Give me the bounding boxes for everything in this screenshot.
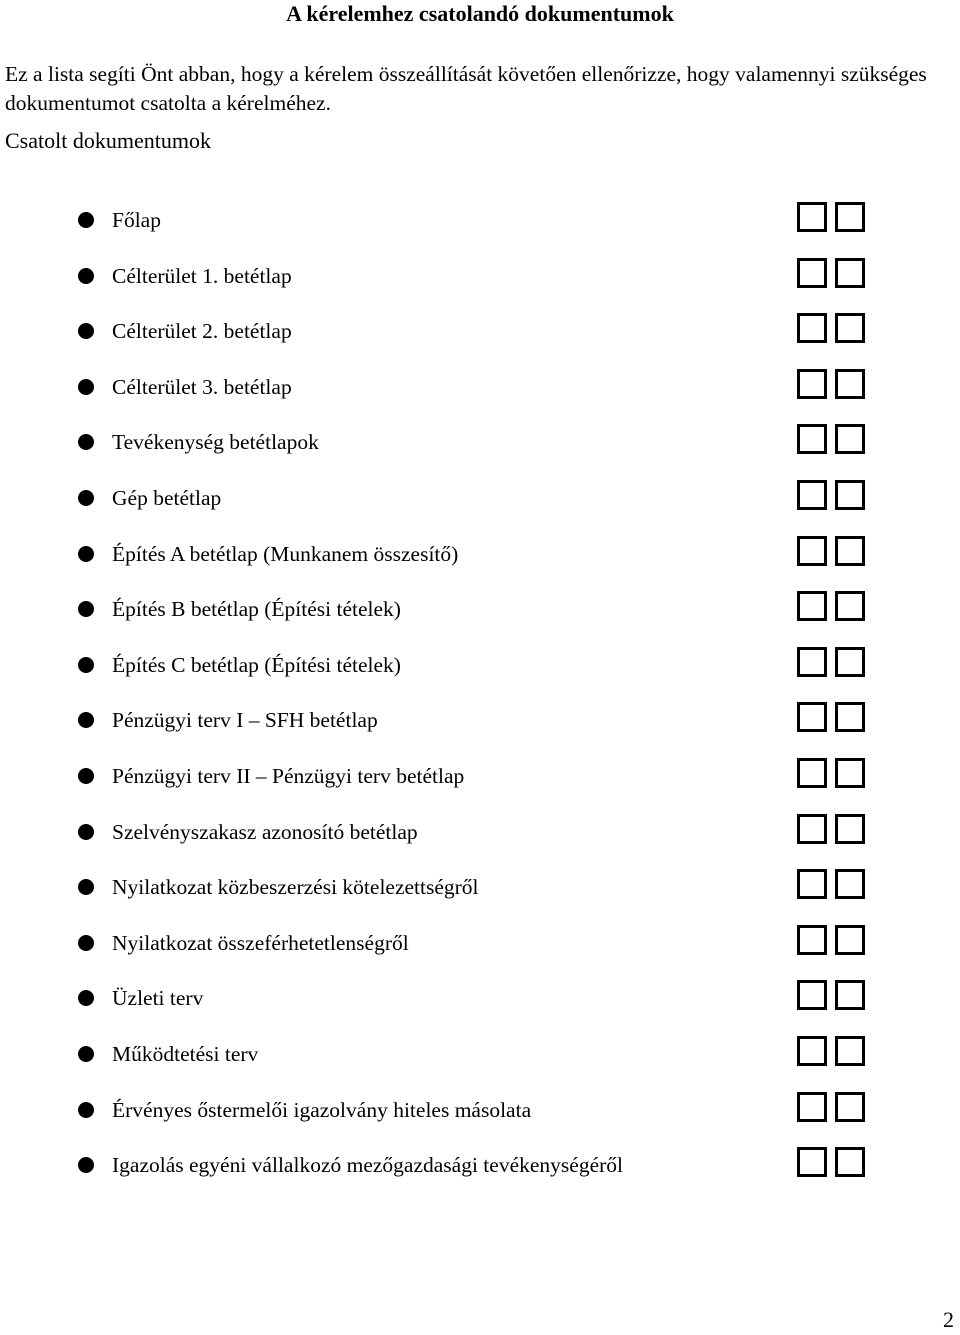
checklist-item bbox=[0, 750, 960, 806]
checklist-item bbox=[0, 1028, 960, 1084]
document-label: Építés A betétlap (Munkanem összesítő) bbox=[112, 541, 459, 566]
checkbox-pair bbox=[797, 925, 865, 953]
intro-paragraph: Ez a lista segíti Önt abban, hogy a kérelem összeállítását követően ellenőrizze, hogy valamennyi szükséges dokumentumot csatolta a kérelméhez. bbox=[5, 62, 927, 115]
document-label: Tevékenység betétlapok bbox=[112, 430, 319, 455]
checkbox-second[interactable] bbox=[835, 1092, 865, 1122]
checkbox-first[interactable] bbox=[797, 536, 827, 566]
checkbox-pair bbox=[797, 702, 865, 730]
document-label: Célterület 2. betétlap bbox=[112, 319, 292, 344]
bullet-icon bbox=[78, 212, 94, 228]
checkbox-pair bbox=[797, 647, 865, 675]
document-label: Célterület 3. betétlap bbox=[112, 374, 292, 399]
page-number: 2 bbox=[943, 1307, 954, 1332]
checkbox-second[interactable] bbox=[835, 980, 865, 1010]
bullet-icon bbox=[78, 768, 94, 784]
checkbox-pair bbox=[797, 480, 865, 508]
checkbox-second[interactable] bbox=[835, 647, 865, 677]
bullet-icon bbox=[78, 379, 94, 395]
bullet-icon bbox=[78, 879, 94, 895]
checkbox-second[interactable] bbox=[835, 869, 865, 899]
checkbox-second[interactable] bbox=[835, 758, 865, 788]
checkbox-second[interactable] bbox=[835, 424, 865, 454]
document-label: Nyilatkozat közbeszerzési kötelezettségről bbox=[112, 875, 479, 900]
bullet-icon bbox=[78, 1102, 94, 1118]
checklist-item bbox=[0, 1139, 960, 1195]
checkbox-first[interactable] bbox=[797, 258, 827, 288]
checklist-item bbox=[0, 1084, 960, 1140]
document-checklist bbox=[0, 194, 960, 1195]
checkbox-second[interactable] bbox=[835, 702, 865, 732]
checkbox-second[interactable] bbox=[835, 925, 865, 955]
document-label: Főlap bbox=[112, 208, 161, 232]
checklist-item bbox=[0, 917, 960, 973]
bullet-icon bbox=[78, 935, 94, 951]
document-label: Pénzügyi terv I – SFH betétlap bbox=[112, 708, 378, 733]
checkbox-first[interactable] bbox=[797, 202, 827, 232]
checklist-item bbox=[0, 416, 960, 472]
checkbox-first[interactable] bbox=[797, 1092, 827, 1122]
document-label: Igazolás egyéni vállalkozó mezőgazdasági tevékenységéről bbox=[112, 1153, 623, 1178]
document-label: Üzleti terv bbox=[112, 986, 204, 1011]
checkbox-pair bbox=[797, 313, 865, 341]
checkbox-pair bbox=[797, 591, 865, 619]
bullet-icon bbox=[78, 1046, 94, 1062]
bullet-icon bbox=[78, 601, 94, 617]
checkbox-second[interactable] bbox=[835, 202, 865, 232]
page-title: A kérelemhez csatolandó dokumentumok bbox=[286, 1, 674, 26]
checkbox-pair bbox=[797, 202, 865, 230]
checkbox-pair bbox=[797, 980, 865, 1008]
checklist-item bbox=[0, 250, 960, 306]
document-label: Pénzügyi terv II – Pénzügyi terv betétlap bbox=[112, 763, 465, 788]
bullet-icon bbox=[78, 323, 94, 339]
checkbox-first[interactable] bbox=[797, 313, 827, 343]
checkbox-pair bbox=[797, 869, 865, 897]
checkbox-pair bbox=[797, 258, 865, 286]
checkbox-pair bbox=[797, 1036, 865, 1064]
bullet-icon bbox=[78, 824, 94, 840]
checkbox-first[interactable] bbox=[797, 591, 827, 621]
document-label: Nyilatkozat összeférhetetlenségről bbox=[112, 930, 409, 955]
checkbox-first[interactable] bbox=[797, 869, 827, 899]
checkbox-first[interactable] bbox=[797, 814, 827, 844]
document-label: Szelvényszakasz azonosító betétlap bbox=[112, 819, 418, 844]
bullet-icon bbox=[78, 990, 94, 1006]
bullet-icon bbox=[78, 1157, 94, 1173]
checkbox-first[interactable] bbox=[797, 424, 827, 454]
checkbox-pair bbox=[797, 758, 865, 786]
checkbox-first[interactable] bbox=[797, 758, 827, 788]
checkbox-second[interactable] bbox=[835, 591, 865, 621]
checkbox-pair bbox=[797, 1092, 865, 1120]
checkbox-first[interactable] bbox=[797, 980, 827, 1010]
section-heading: Csatolt dokumentumok bbox=[5, 128, 211, 153]
bullet-icon bbox=[78, 268, 94, 284]
document-label: Célterület 1. betétlap bbox=[112, 263, 292, 288]
checklist-item bbox=[0, 806, 960, 862]
bullet-icon bbox=[78, 546, 94, 562]
document-label: Gép betétlap bbox=[112, 485, 222, 510]
checkbox-first[interactable] bbox=[797, 480, 827, 510]
checkbox-pair bbox=[797, 1147, 865, 1175]
document-label: Érvényes őstermelői igazolvány hiteles másolata bbox=[112, 1097, 532, 1122]
document-label: Építés C betétlap (Építési tételek) bbox=[112, 652, 401, 677]
document-label: Építés B betétlap (Építési tételek) bbox=[112, 597, 401, 622]
checkbox-second[interactable] bbox=[835, 480, 865, 510]
checkbox-first[interactable] bbox=[797, 369, 827, 399]
checkbox-second[interactable] bbox=[835, 814, 865, 844]
checkbox-pair bbox=[797, 369, 865, 397]
document-label: Működtetési terv bbox=[112, 1041, 259, 1066]
checkbox-second[interactable] bbox=[835, 1147, 865, 1177]
bullet-icon bbox=[78, 490, 94, 506]
checkbox-second[interactable] bbox=[835, 1036, 865, 1066]
checklist-item bbox=[0, 861, 960, 917]
checkbox-first[interactable] bbox=[797, 1147, 827, 1177]
checklist-item bbox=[0, 972, 960, 1028]
checklist-item bbox=[0, 472, 960, 528]
checkbox-first[interactable] bbox=[797, 1036, 827, 1066]
checkbox-second[interactable] bbox=[835, 313, 865, 343]
checklist-item bbox=[0, 583, 960, 639]
checkbox-second[interactable] bbox=[835, 369, 865, 399]
checkbox-first[interactable] bbox=[797, 647, 827, 677]
checkbox-first[interactable] bbox=[797, 702, 827, 732]
checklist-item bbox=[0, 694, 960, 750]
checklist-item bbox=[0, 194, 960, 250]
bullet-icon bbox=[78, 434, 94, 450]
checkbox-second[interactable] bbox=[835, 536, 865, 566]
checkbox-second[interactable] bbox=[835, 258, 865, 288]
checkbox-pair bbox=[797, 814, 865, 842]
checklist-item bbox=[0, 639, 960, 695]
checklist-item bbox=[0, 361, 960, 417]
checkbox-pair bbox=[797, 424, 865, 452]
checkbox-first[interactable] bbox=[797, 925, 827, 955]
bullet-icon bbox=[78, 657, 94, 673]
checklist-item bbox=[0, 528, 960, 584]
checkbox-pair bbox=[797, 536, 865, 564]
checklist-item bbox=[0, 305, 960, 361]
bullet-icon bbox=[78, 712, 94, 728]
